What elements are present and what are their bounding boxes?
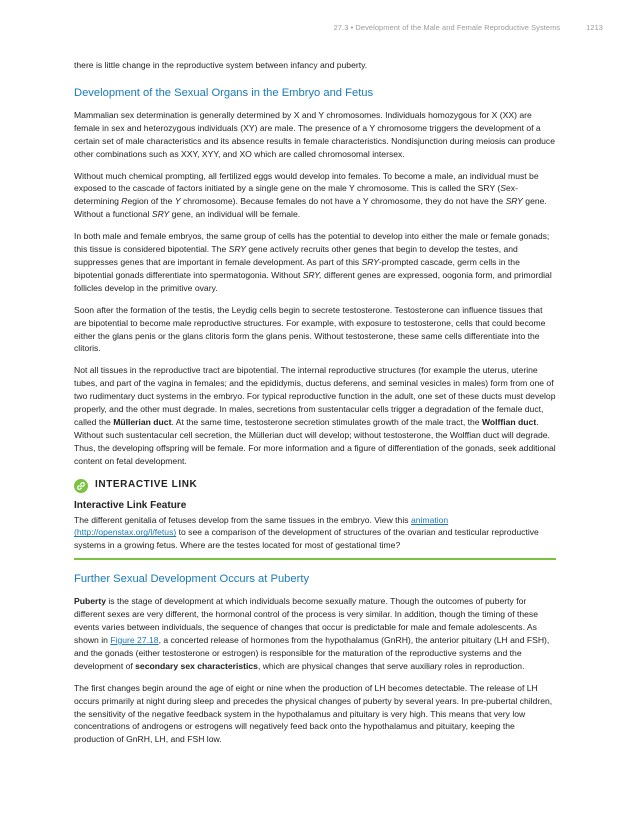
term-secondary-sex-characteristics: secondary sex characteristics: [135, 660, 258, 671]
link-icon: [74, 479, 88, 493]
feature-header: [74, 477, 556, 495]
paragraph-ducts: Not all tissues in the reproductive tract are bipotential. The internal reproductive structures (for example the uterus, uterine tubes, and part of the vagina in females; and the epididymis, ductus deferens, and seminal vesicles in males) form from one of two rudimentary duct systems in the embryo. For typical reproductive function in the adult, one set of these ducts must develop properly, and the other must degrade. In males, secretions from sustentacular cells trigger a degradation of the female duct, called the Müllerian duct. At the same time, testosterone secretion stimulates growth of the male tract, the Wolffian duct. Without such sustentacular cell secretion, the Müllerian duct will develop; without testosterone, the Wolffian duct will degrade. Thus, the developing offspring will be female. For more information and a figure of differentiation of the gonads, seek additional content on fetal development.: [74, 365, 556, 466]
page-number: 1213: [586, 23, 603, 32]
running-head-title: 27.3 • Development of the Male and Female Reproductive Systems: [333, 23, 561, 32]
term-mullerian-duct: Müllerian duct: [113, 416, 172, 427]
animation-url-link[interactable]: (http://openstax.org/l/fetus): [74, 527, 177, 538]
paragraph-lh-release: The first changes begin around the age of eight or nine when the production of LH becomes detectable. The release of LH occurs primarily at night during sleep and precedes the physical changes of puberty by several years. In pre-pubertal children, the sensitivity of the negative feedback system in the hypothalamus and pituitary is very high. This means that very low concentrations of androgens or estrogens will negatively feed back onto the hypothalamus and pituitary, keeping the production of GnRH, LH, and FSH low.: [74, 682, 553, 745]
intro-paragraph: there is little change in the reproductive system between infancy and puberty.: [74, 60, 368, 70]
feature-body: The different genitalia of fetuses develop from the same tissues in the embryo. View this animation (http://openstax.org/l/fetus) to see a comparison of the development of structures of the ovarian and testicular reproductive systems in a growing fetus. Where are the testes located for most of gestational time?: [74, 514, 539, 551]
animation-link[interactable]: animation: [410, 514, 449, 525]
paragraph-puberty: Puberty is the stage of development at which individuals become sexually mature. Though the outcomes of puberty for different sexes are very different, the hormonal control of the process is very similar. In addition, though the timing of these events varies between individuals, the sequence of changes that occur is predictable for male and female adolescents. As shown in Figure 27.18, a concerted release of hormones from the hypothalamus (GnRH), the anterior pituitary (LH and FSH), and the gonads (either testosterone or estrogen) is responsible for the maturation of the reproductive systems and the development of secondary sex characteristics, which are physical changes that serve auxiliary roles in reproduction.: [74, 596, 550, 671]
feature-title: INTERACTIVE LINK: [95, 479, 198, 491]
feature-divider: [74, 558, 556, 560]
section-heading-embryo: Development of the Sexual Organs in the Embryo and Fetus: [74, 86, 374, 99]
paragraph-sex-determination: Mammalian sex determination is generally determined by X and Y chromosomes. Individuals homozygous for X (XX) are female in sex and heterozygous individuals (XY) are male. The presence of a Y chromosome triggers the development of a certain set of male characteristics and its absence results in female characteristics. Nondisjunction during meiosis can produce other combinations such as XXY, XYY, and XO which are called chromosomal intersex.: [74, 109, 555, 159]
paragraph-bipotential: In both male and female embryos, the same group of cells has the potential to develop into either the male or female gonads; this tissue is considered bipotential. The SRY gene actively recruits other genes that begin to develop the testes, and suppresses genes that are important in female development. As part of this SRY-prompted cascade, germ cells in the bipotential gonads differentiate into spermatogonia. Without SRY, different genes are expressed, oogonia form, and primordial follicles develop in the primitive ovary.: [74, 231, 552, 293]
paragraph-testosterone: Soon after the formation of the testis, the Leydig cells begin to secrete testosterone. Testosterone can influence tissues that are bipotential to become male reproductive structures. For example, with exposure to testosterone, cells that could become either the glans penis or the glans clitoris form the glans penis. Without testosterone, these same cells differentiate into the clitoris.: [74, 304, 546, 354]
main-content: [74, 59, 556, 755]
term-wolffian-duct: Wolffian duct: [481, 416, 537, 427]
paragraph-sry: Without much chemical prompting, all fertilized eggs would develop into females. To become a male, an individual must be exposed to the cascade of factors initiated by a single gene on the male Y chromosome. This is called the SRY (Sex-determining Region of the Y chromosome). Because females do not have a Y chromosome, they do not have the SRY gene. Without a functional SRY gene, an individual will be female.: [74, 170, 547, 220]
feature-subtitle: Interactive Link Feature: [74, 499, 187, 511]
interactive-link-feature: [74, 477, 556, 561]
figure-link[interactable]: Figure 27.18: [110, 635, 159, 645]
running-head: [334, 23, 603, 32]
term-puberty: Puberty: [74, 596, 106, 607]
section-heading-puberty: Further Sexual Development Occurs at Puberty: [74, 573, 310, 586]
